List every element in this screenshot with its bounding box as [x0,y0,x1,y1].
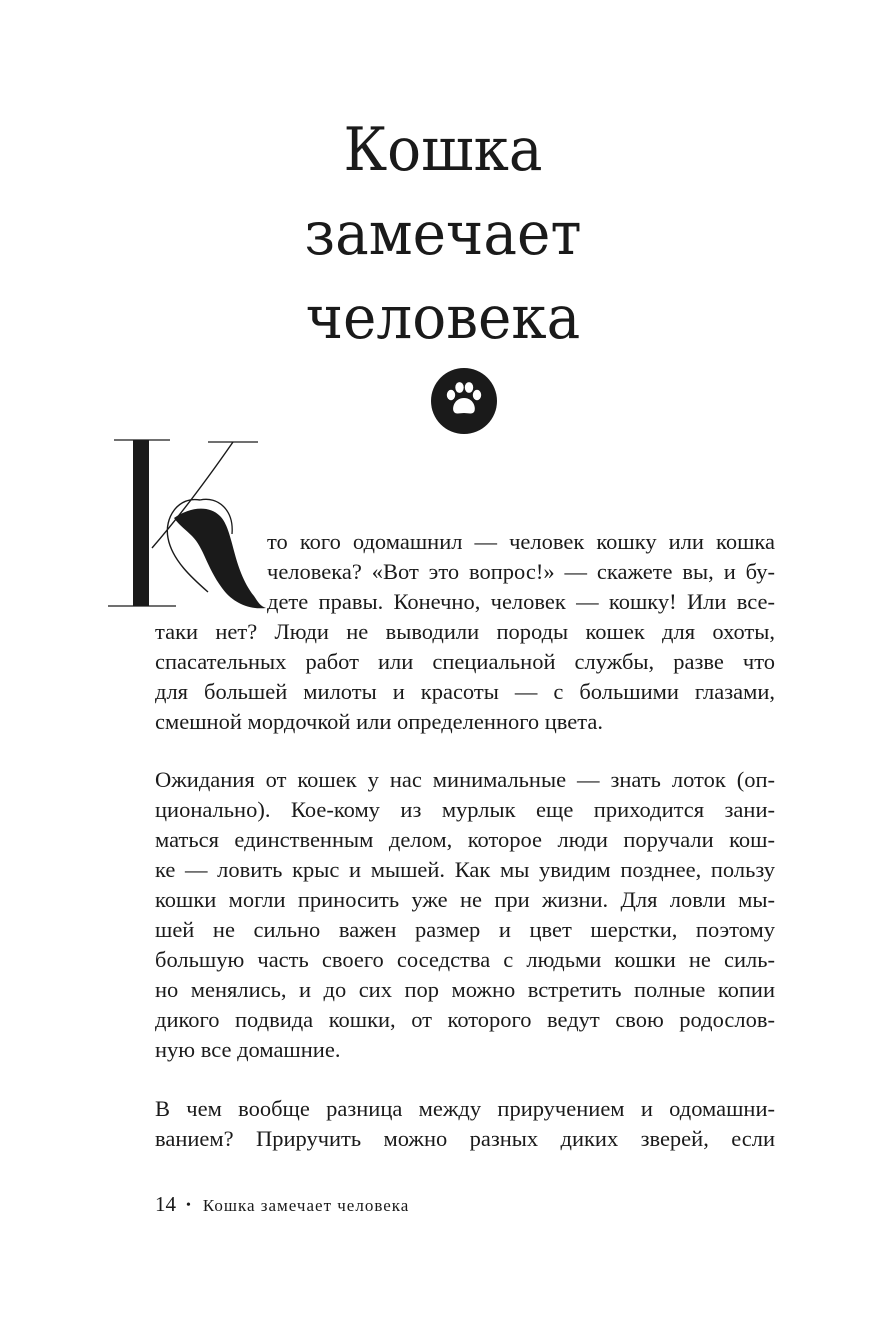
text-line: ванием? Приручить можно разных диких зверей, если [155,1126,775,1151]
text-line: но менялись, и до сих пор можно встретить полные копии [155,977,775,1002]
text-line: то кого одомашнил — человек кошку или кошка [267,529,775,554]
text-line: кошки могли приносить уже не при жизни. Для ловли мы- [155,887,775,912]
paragraph-3 [155,1094,775,1154]
chapter-title-line-3: человека [305,283,581,353]
chapter-title [0,108,886,360]
text-line: для большей милоты и красоты — с большими глазами, [155,679,775,704]
text-line: дикого подвида кошки, от которого ведут свою родослов- [155,1007,775,1032]
text-line: шей не сильно важен размер и цвет шерстки, поэтому [155,917,775,942]
paragraph-1 [155,527,775,737]
text-line: спасательных работ или специальной службы, разве что [155,649,775,674]
text-line: таки нет? Люди не выводили породы кошек для охоты, [155,619,775,644]
footer-separator: • [186,1198,191,1213]
chapter-title-line-2: замечает [304,199,582,269]
page-footer [155,1192,409,1220]
text-line: большую часть своего соседства с людьми кошки не силь- [155,947,775,972]
text-line: дете правы. Конечно, человек — кошку! Или все- [267,589,775,614]
text-line: Ожидания от кошек у нас минимальные — знать лоток (оп- [155,767,775,792]
text-line: В чем вообще разница между приручением и одомашни- [155,1096,775,1121]
paragraph-2 [155,765,775,1065]
page-number: 14 [155,1192,176,1216]
text-line: ную все домашние. [155,1037,341,1062]
text-line: смешной мордочкой или определенного цвета. [155,709,604,734]
text-line: маться единственным делом, которое люди поручали кош- [155,827,775,852]
text-line: ционально). Кое-кому из мурлык еще приходится зани- [155,797,775,822]
text-line: человека? «Вот это вопрос!» — скажете вы, и бу- [267,559,775,584]
chapter-title-line-1: Кошка [343,115,543,185]
text-line: ке — ловить крыс и мышей. Как мы увидим позднее, пользу [155,857,775,882]
paw-print-icon [431,368,497,434]
running-title: Кошка замечает человека [202,1196,410,1215]
